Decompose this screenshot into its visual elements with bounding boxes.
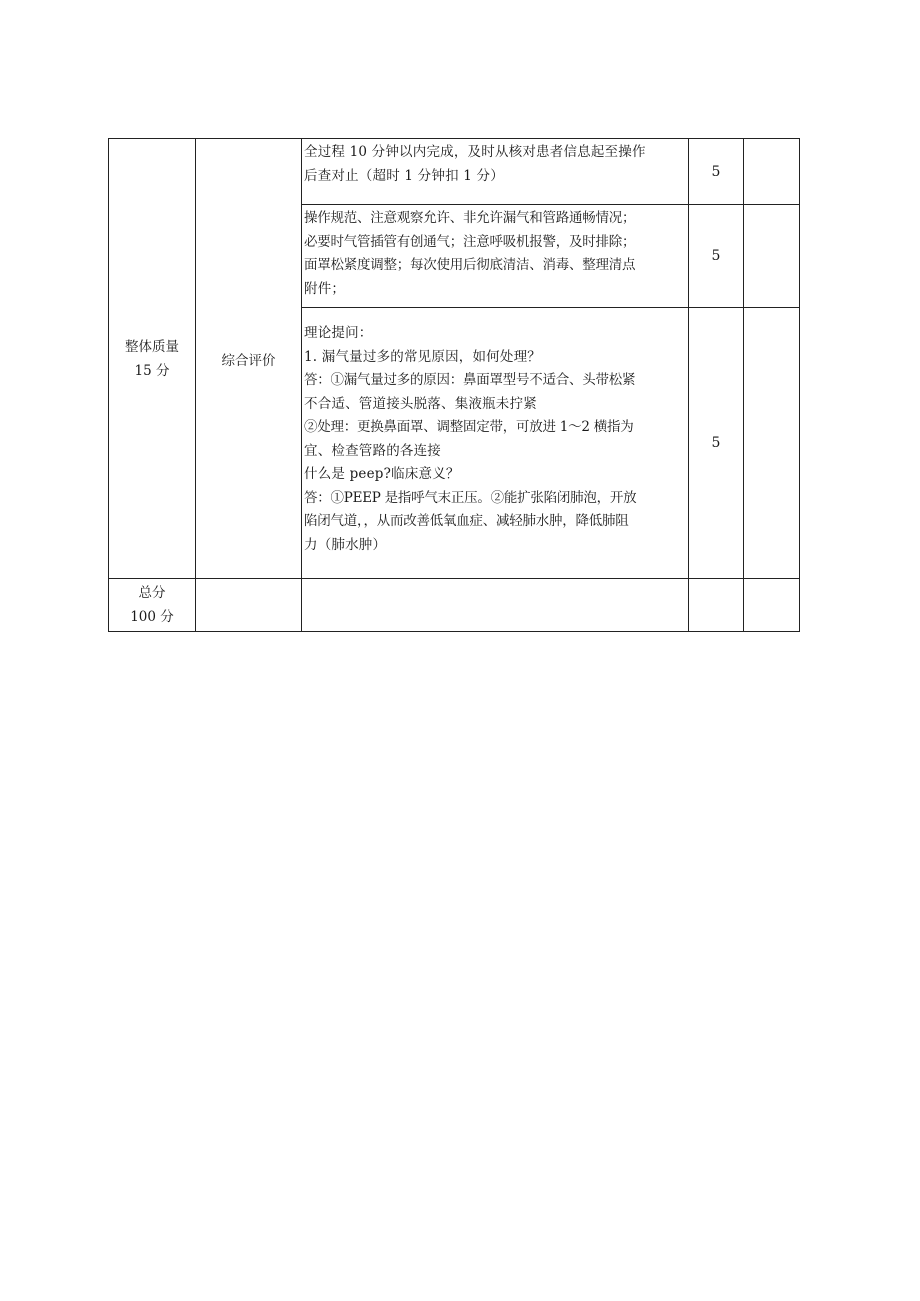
category-name: 整体质量 bbox=[125, 338, 179, 355]
score-cell: 5 bbox=[689, 308, 744, 579]
scoring-table bbox=[108, 138, 800, 632]
score-cell: 5 bbox=[689, 139, 744, 205]
criteria-line: 答：①漏气量过多的原因：鼻面罩型号不适合、头带松紧 bbox=[304, 372, 636, 388]
score-cell: 5 bbox=[689, 205, 744, 308]
table-row bbox=[109, 139, 800, 205]
criteria-line: 必要时气管插管有创通气；注意呼吸机报警，及时排除； bbox=[304, 233, 636, 250]
criteria-line: 1. 漏气量过多的常见原因，如何处理？ bbox=[304, 348, 541, 365]
deduct-cell bbox=[744, 205, 800, 308]
criteria-line: 陷闭气道，，从而改善低氧血症、减轻肺水肿，降低肺阻 bbox=[304, 513, 629, 529]
criteria-line: 面罩松紧度调整；每次使用后彻底清洁、消毒、整理清点 bbox=[304, 257, 636, 273]
criteria-cell bbox=[302, 308, 689, 579]
criteria-line: 不合适、管道接头脱落、集液瓶未拧紧 bbox=[304, 395, 537, 412]
criteria-cell bbox=[302, 139, 689, 205]
total-deduct-cell bbox=[744, 579, 800, 632]
total-item-cell bbox=[196, 579, 302, 632]
criteria-line: 力（肺水肿） bbox=[304, 536, 387, 553]
category-cell bbox=[109, 139, 196, 579]
category-points: 15 分 bbox=[134, 362, 170, 379]
criteria-line: 答：①PEEP 是指呼气末正压。②能扩张陷闭肺泡，开放 bbox=[304, 489, 637, 506]
total-content-cell bbox=[302, 579, 689, 632]
criteria-line: ②处理：更换鼻面罩、调整固定带，可放进 1～2 横指为 bbox=[304, 419, 634, 435]
criteria-line: 理论提问： bbox=[304, 325, 373, 341]
criteria-line: 什么是 peep?临床意义？ bbox=[304, 466, 460, 482]
item-cell: 综合评价 bbox=[196, 139, 302, 579]
deduct-cell bbox=[744, 308, 800, 579]
total-label: 总分 bbox=[138, 585, 166, 601]
criteria-line: 全过程 10 分钟以内完成，及时从核对患者信息起至操作 bbox=[304, 144, 646, 160]
criteria-line: 后查对止（超时 1 分钟扣 1 分） bbox=[304, 167, 504, 184]
criteria-line: 附件； bbox=[304, 280, 346, 297]
deduct-cell bbox=[744, 139, 800, 205]
total-label-cell bbox=[109, 579, 196, 632]
total-row bbox=[109, 579, 800, 632]
criteria-line: 宜、检查管路的各连接 bbox=[304, 442, 441, 459]
total-score-cell bbox=[689, 579, 744, 632]
criteria-cell bbox=[302, 205, 689, 308]
total-points: 100 分 bbox=[130, 609, 174, 625]
criteria-line: 操作规范、注意观察允许、非允许漏气和管路通畅情况； bbox=[304, 210, 636, 226]
